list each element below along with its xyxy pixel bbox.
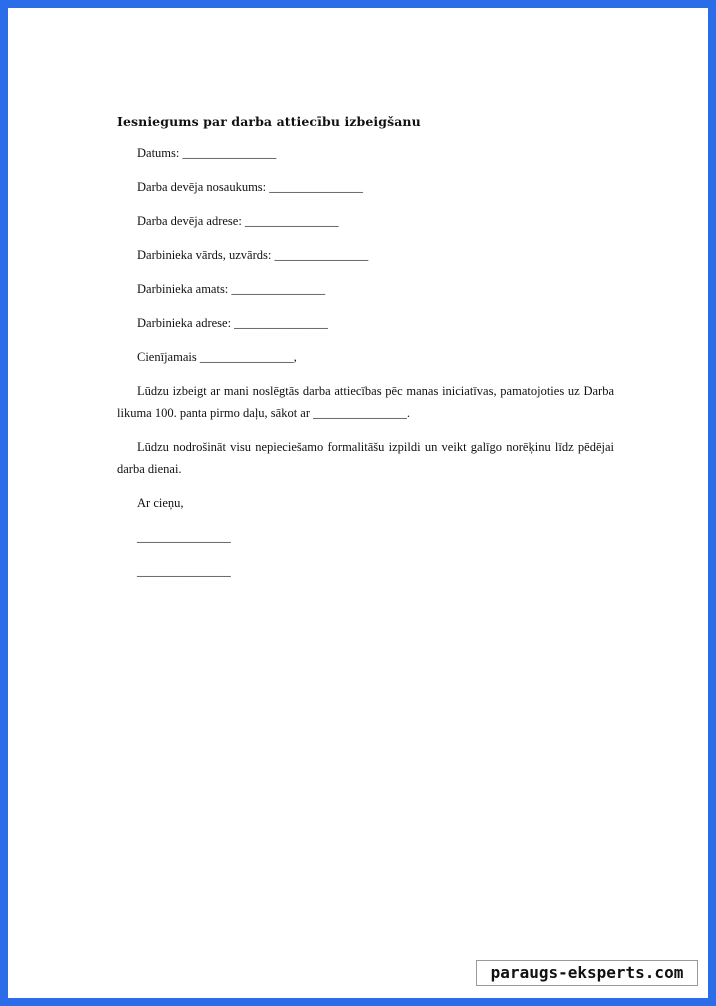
document-title: Iesniegums par darba attiecību izbeigšanu bbox=[117, 114, 421, 129]
employer-name-field: Darba devēja nosaukums: _______________ bbox=[137, 180, 364, 194]
body-paragraph-formalities: Lūdzu nodrošināt visu nepieciešamo formalitāšu izpildi un veikt galīgo norēķinu līdz pēdējai darba dienai. bbox=[117, 440, 614, 476]
employee-name-field: Darbinieka vārds, uzvārds: _______________ bbox=[137, 248, 369, 262]
body-paragraph-request: Lūdzu izbeigt ar mani noslēgtās darba attiecības pēc manas iniciatīvas, pamatojoties uz Darba likuma 100. panta pirmo daļu, sākot ar _______________. bbox=[117, 384, 614, 420]
employee-address-field: Darbinieka adrese: _______________ bbox=[137, 316, 328, 330]
date-field: Datums: _______________ bbox=[137, 146, 277, 160]
watermark-label: paraugs-eksperts.com bbox=[476, 960, 698, 986]
employee-position-field: Darbinieka amats: _______________ bbox=[137, 282, 326, 296]
salutation: Cienījamais _______________, bbox=[137, 350, 297, 364]
employer-address-field: Darba devēja adrese: _______________ bbox=[137, 214, 339, 228]
signature-line: _______________ bbox=[137, 530, 231, 544]
name-line: _______________ bbox=[137, 564, 231, 578]
closing: Ar cieņu, bbox=[137, 496, 184, 510]
document-page bbox=[117, 108, 614, 588]
